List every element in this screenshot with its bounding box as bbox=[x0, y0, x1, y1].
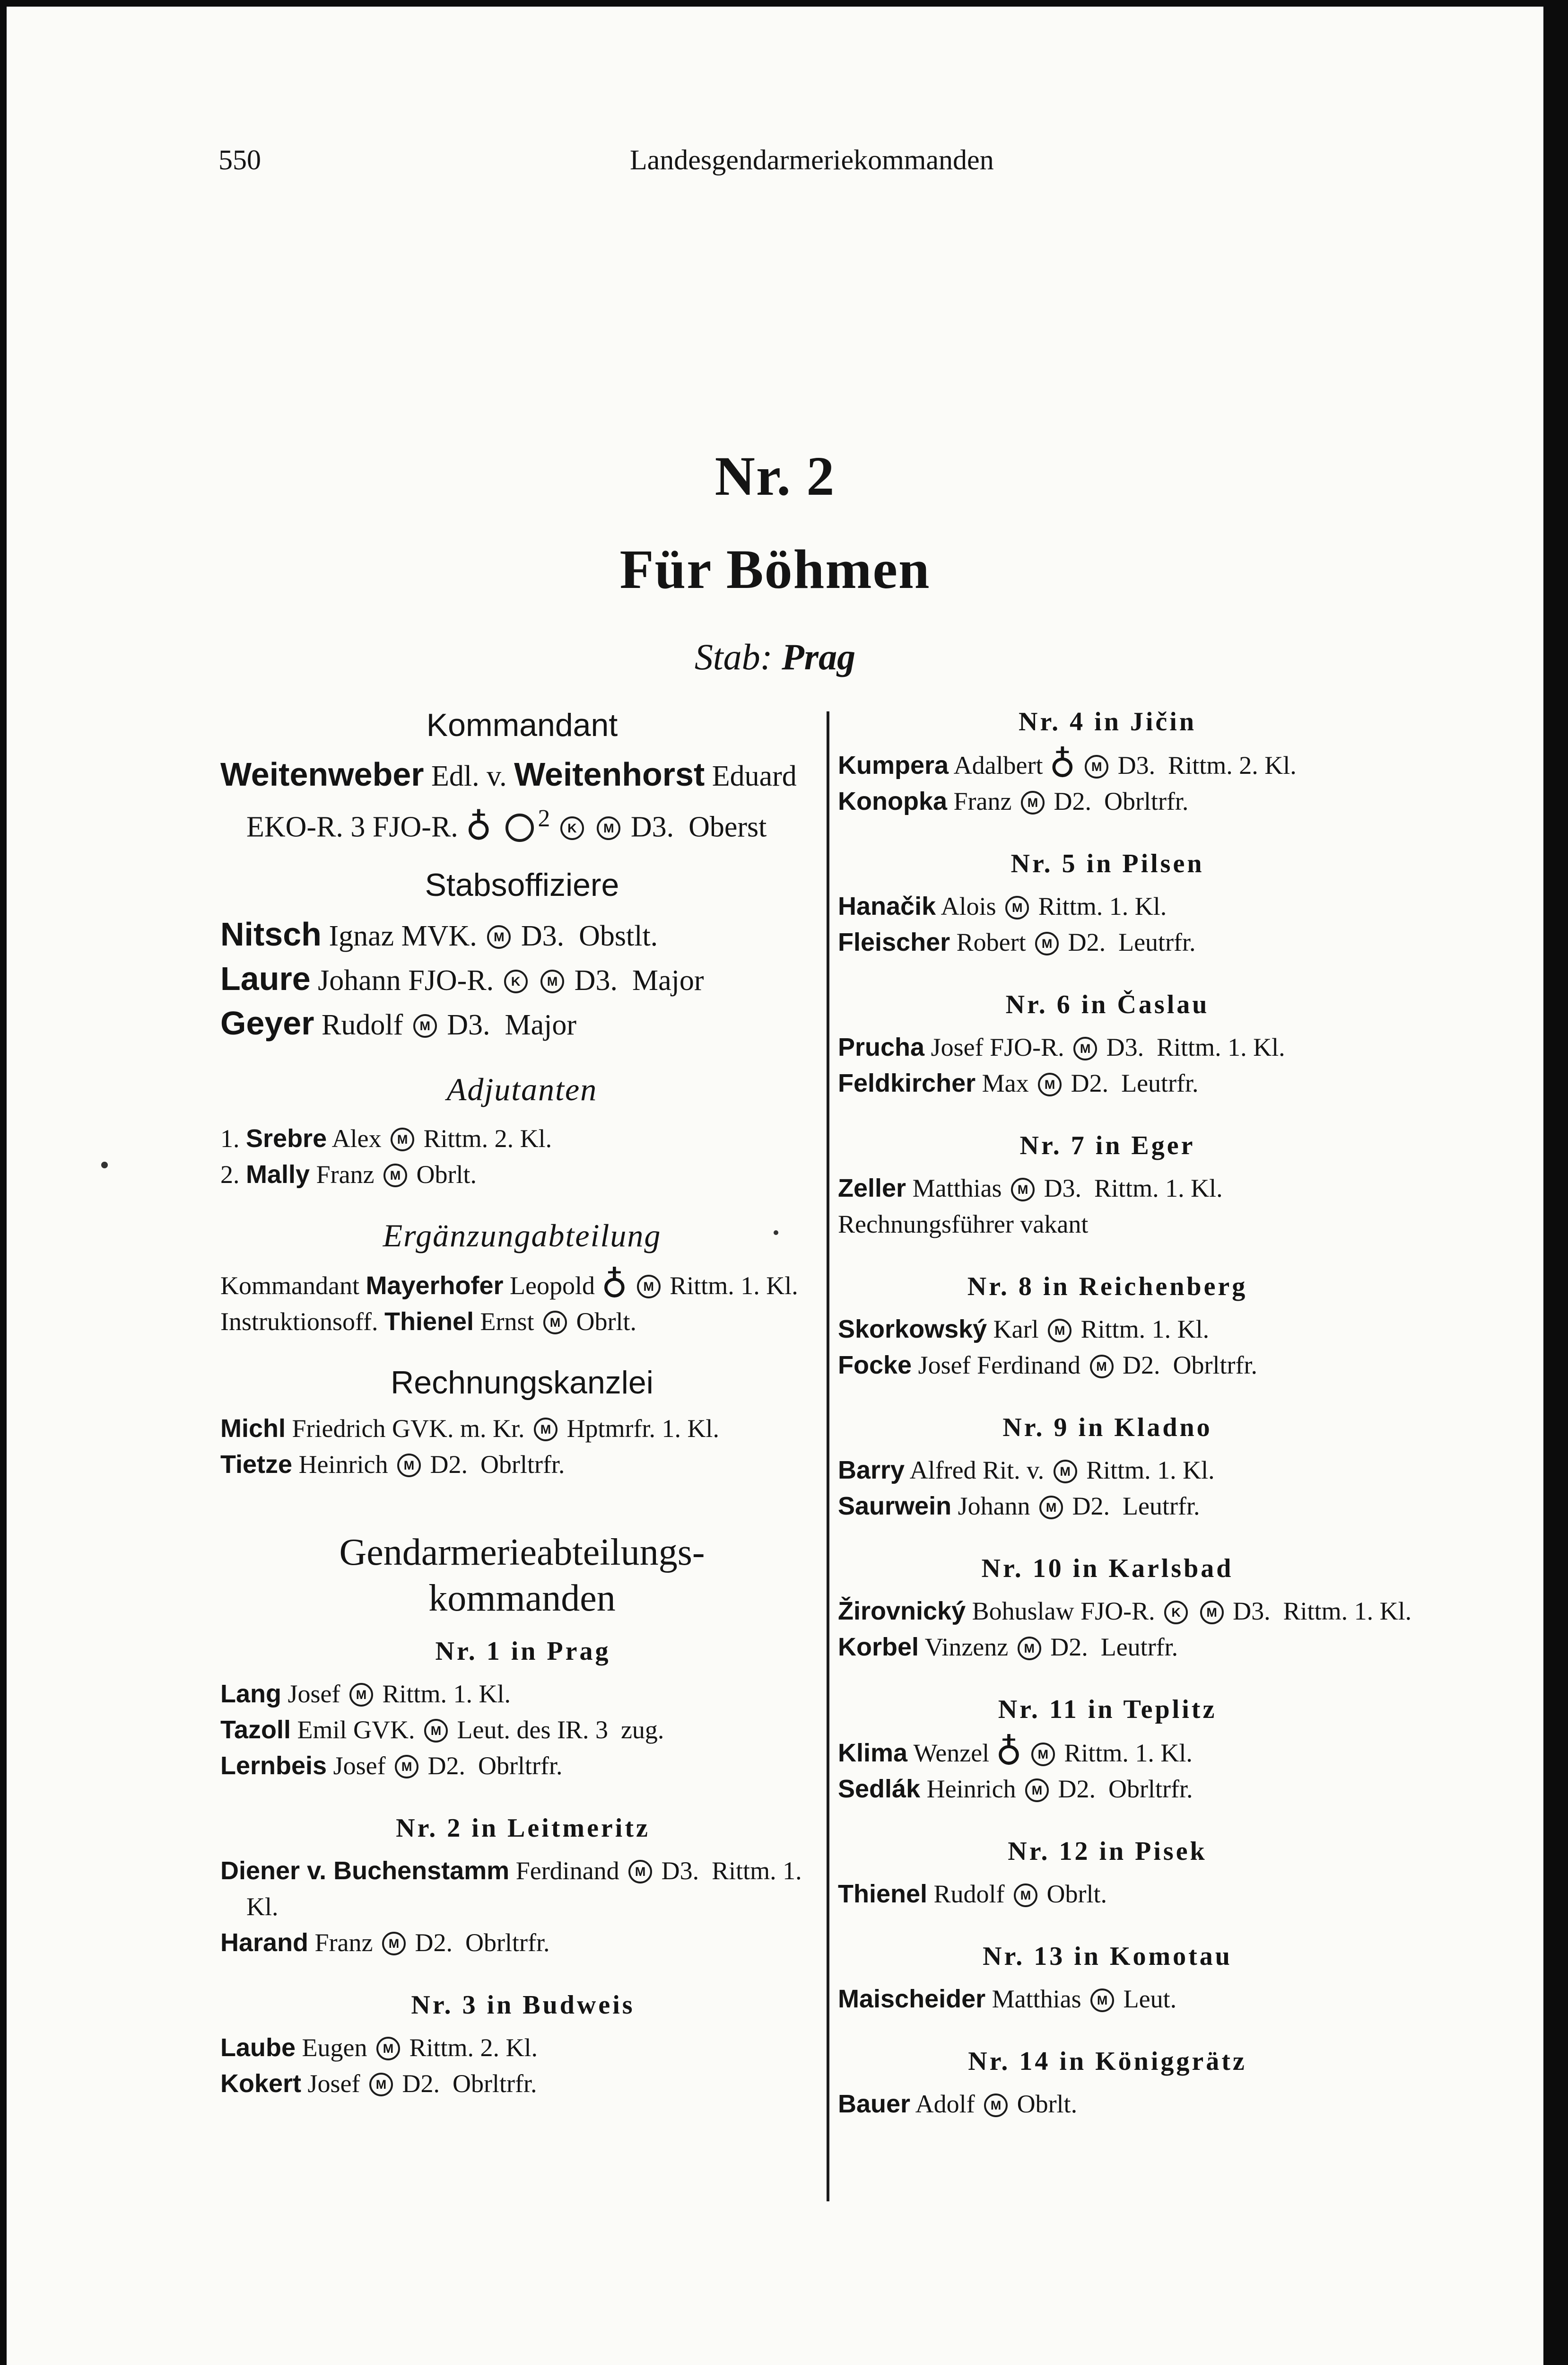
list-item bbox=[220, 1410, 826, 1446]
entry-given: Josef Ferdinand bbox=[918, 1351, 1081, 1379]
m-mark-icon: M bbox=[1021, 791, 1045, 815]
entry-rank: D3. Rittm. 1. Kl. bbox=[1233, 1597, 1412, 1625]
m-mark-icon: M bbox=[487, 925, 511, 949]
entry-name: Laure bbox=[220, 960, 311, 997]
list-item bbox=[220, 1156, 826, 1192]
entry-rank: Rittm. 1. Kl. bbox=[1086, 1456, 1215, 1484]
m-mark-icon: M bbox=[540, 970, 564, 993]
entry-name: Tazoll bbox=[220, 1715, 291, 1744]
entry-rank: Obrlt. bbox=[1017, 2090, 1078, 2118]
entry-name: Prucha bbox=[838, 1033, 925, 1061]
list-item bbox=[220, 1263, 826, 1305]
ink-speck bbox=[774, 1230, 778, 1235]
entry-name: Hanačik bbox=[838, 892, 936, 920]
entry-given: Josef bbox=[333, 1751, 386, 1780]
m-mark-icon: M bbox=[376, 2037, 400, 2060]
list-item bbox=[220, 2030, 826, 2066]
entry-name: Harand bbox=[220, 1928, 309, 1957]
ergaenzung-heading: Ergänzungabteilung bbox=[383, 1217, 662, 1253]
entry-name: Maischeider bbox=[838, 1985, 986, 2013]
m-mark-icon: M bbox=[1090, 1988, 1114, 2012]
m-mark-icon: M bbox=[1073, 1037, 1097, 1060]
list-item bbox=[220, 1748, 826, 1784]
ribbon-icon: ♁ bbox=[995, 1731, 1022, 1773]
k-mark-icon: K bbox=[504, 970, 528, 993]
entry-given: Ignaz bbox=[329, 920, 394, 952]
stab-place: Prag bbox=[782, 636, 856, 677]
entry-given: Johann bbox=[318, 964, 401, 997]
entry-given: Robert bbox=[956, 928, 1026, 956]
entry-given: Ferdinand bbox=[515, 1856, 619, 1885]
entry-rank: D2. Obrltrfr. bbox=[415, 1928, 550, 1957]
entry-name: Zeller bbox=[838, 1174, 906, 1202]
entry-orders: EKO-R. 3 FJO-R. bbox=[246, 811, 458, 843]
m-mark-icon: M bbox=[1025, 1778, 1049, 1802]
entry-number: 2. bbox=[220, 1160, 240, 1189]
entry-rank: D3. Rittm. 2. Kl. bbox=[1117, 751, 1297, 780]
entry-number: 1. bbox=[220, 1124, 240, 1153]
m-mark-icon: M bbox=[369, 2073, 393, 2096]
entry-name: Konopka bbox=[838, 787, 948, 815]
list-item bbox=[838, 888, 1453, 924]
entry-rank: Leut. des IR. 3 zug. bbox=[457, 1715, 664, 1744]
entry-given: Rudolf bbox=[321, 1008, 403, 1041]
m-mark-icon: M bbox=[1011, 1178, 1035, 1201]
entry-name: Saurwein bbox=[838, 1492, 952, 1520]
m-mark-icon: M bbox=[1035, 932, 1059, 955]
entry-name: Laube bbox=[220, 2033, 296, 2062]
kommandant-heading: Kommandant bbox=[426, 707, 618, 743]
list-item bbox=[220, 1446, 826, 1482]
entry-rank: D3. Rittm. 1. Kl. bbox=[1044, 1174, 1223, 1202]
m-mark-icon: M bbox=[1090, 1355, 1114, 1378]
entry-given: Leopold bbox=[510, 1271, 595, 1300]
entry-name: Kokert bbox=[220, 2069, 302, 2098]
station-heading: Nr. 10 in Karlsbad bbox=[981, 1554, 1234, 1583]
entry-rank: Rittm. 1. Kl. bbox=[670, 1271, 798, 1300]
entry-given: Franz bbox=[316, 1160, 375, 1189]
m-mark-icon: M bbox=[1014, 1883, 1037, 1907]
entry-rank: D2. Obrltrfr. bbox=[430, 1450, 565, 1479]
entry-particle: Edl. v. bbox=[431, 760, 507, 792]
left-column bbox=[220, 707, 826, 2102]
entry-given: Josef bbox=[307, 2069, 360, 2098]
entry-name: Weitenweber bbox=[220, 756, 424, 793]
list-item bbox=[220, 1925, 826, 1961]
entry-given: Vinzenz bbox=[924, 1633, 1009, 1661]
entry-rank: D3. Rittm. 1. Kl. bbox=[1106, 1033, 1285, 1061]
station-heading: Nr. 12 in Pisek bbox=[1008, 1837, 1207, 1866]
m-mark-icon: M bbox=[1200, 1601, 1224, 1624]
m-mark-icon: M bbox=[397, 1454, 421, 1477]
entry-rank: D2. Obrltrfr. bbox=[1054, 787, 1189, 815]
entry-given: Josef bbox=[287, 1679, 340, 1708]
m-mark-icon: M bbox=[597, 816, 620, 840]
station-heading: Nr. 14 in Königgrätz bbox=[968, 2047, 1247, 2076]
entry-rank: D3. Major bbox=[574, 964, 704, 997]
entry-name: Fleischer bbox=[838, 928, 950, 956]
list-item bbox=[220, 1853, 826, 1925]
m-mark-icon: M bbox=[395, 1755, 418, 1778]
entry-name: Srebre bbox=[246, 1124, 327, 1153]
entry-name: Thienel bbox=[384, 1307, 474, 1336]
station-heading: Nr. 9 in Kladno bbox=[1002, 1413, 1212, 1442]
list-item bbox=[838, 1629, 1453, 1665]
m-mark-icon: M bbox=[349, 1683, 373, 1707]
entry-rank: D2. Leutrfr. bbox=[1050, 1633, 1178, 1661]
entry-given: Franz bbox=[953, 787, 1012, 815]
book-page bbox=[7, 7, 1543, 2365]
entry-rank: D2. Obrltrfr. bbox=[402, 2069, 537, 2098]
entry-rank: Rittm. 2. Kl. bbox=[423, 1124, 552, 1153]
m-mark-icon: M bbox=[1031, 1743, 1055, 1766]
entry-name: Geyer bbox=[220, 1004, 314, 1042]
entry-name: Kumpera bbox=[838, 751, 949, 780]
m-mark-icon: M bbox=[1039, 1496, 1063, 1519]
entry-rank: D2. Obrltrfr. bbox=[1058, 1775, 1193, 1803]
entry-rank: Obrlt. bbox=[416, 1160, 477, 1189]
entry-name: Diener v. Buchenstamm bbox=[220, 1856, 510, 1885]
entry-name: Žirovnický bbox=[838, 1597, 966, 1625]
entry-given: Max bbox=[982, 1069, 1029, 1097]
m-mark-icon: M bbox=[1005, 896, 1029, 920]
list-item bbox=[838, 1347, 1453, 1383]
entry-orders: FJO-R. bbox=[408, 964, 494, 997]
entry-rank: Obrlt. bbox=[576, 1307, 637, 1336]
entry-given: Adalbert bbox=[953, 751, 1043, 780]
entry-given: Franz bbox=[314, 1928, 373, 1957]
entry-rank: D2. Leutrfr. bbox=[1072, 1492, 1200, 1520]
entry-given: Josef bbox=[931, 1033, 984, 1061]
ring-class: 2 bbox=[538, 805, 550, 832]
list-item bbox=[220, 1304, 826, 1340]
list-item bbox=[838, 783, 1453, 819]
entry-rank: D3. Obstlt. bbox=[521, 920, 658, 952]
ink-speck bbox=[101, 1162, 108, 1168]
entry-rank: Hptmrfr. 1. Kl. bbox=[566, 1414, 719, 1443]
ribbon-icon: ♁ bbox=[465, 806, 492, 848]
entry-given: Bohuslaw bbox=[972, 1597, 1074, 1625]
stab-label: Stab: bbox=[694, 636, 773, 677]
station-heading: Nr. 2 in Leitmeritz bbox=[396, 1813, 650, 1843]
entry-orders: GVK. bbox=[353, 1715, 415, 1744]
entry-given: Matthias bbox=[992, 1985, 1081, 2013]
rechnung-heading: Rechnungskanzlei bbox=[391, 1364, 653, 1401]
station-heading: Nr. 8 in Reichenberg bbox=[967, 1272, 1248, 1301]
station-heading: Nr. 5 in Pilsen bbox=[1010, 849, 1204, 878]
list-item bbox=[838, 1029, 1453, 1065]
m-mark-icon: M bbox=[543, 1311, 567, 1334]
list-item bbox=[838, 1170, 1453, 1206]
entry-rank: D3. Rittm. 1. Kl. bbox=[246, 1856, 809, 1921]
list-item bbox=[838, 1981, 1453, 2017]
entry-rank: Rittm. 1. Kl. bbox=[1080, 1315, 1210, 1343]
entry-given: Friedrich bbox=[292, 1414, 386, 1443]
adjutanten-heading: Adjutanten bbox=[446, 1071, 598, 1107]
list-item bbox=[838, 1488, 1453, 1524]
right-column bbox=[838, 707, 1453, 2122]
m-mark-icon: M bbox=[391, 1128, 414, 1151]
station-heading: Nr. 13 in Komotau bbox=[983, 1942, 1232, 1971]
station-heading: Nr. 11 in Teplitz bbox=[998, 1695, 1217, 1724]
list-item bbox=[838, 743, 1453, 785]
entry-name: Thienel bbox=[838, 1880, 928, 1908]
entry-orders: FJO-R. bbox=[1080, 1597, 1155, 1625]
entry-given: Eugen bbox=[302, 2033, 367, 2062]
ribbon-icon: ♁ bbox=[601, 1263, 628, 1305]
list-item bbox=[838, 924, 1453, 960]
m-mark-icon: M bbox=[984, 2093, 1008, 2117]
gendarmerie-heading: Gendarmerieabteilungs- kommanden bbox=[339, 1531, 705, 1620]
station-heading: Nr. 6 in Časlau bbox=[1005, 990, 1210, 1019]
entry-name: Klima bbox=[838, 1739, 908, 1767]
m-mark-icon: M bbox=[534, 1418, 558, 1441]
entry-name: Mayerhofer bbox=[366, 1271, 504, 1300]
entry-given: Rudolf bbox=[933, 1880, 1005, 1908]
entry-given: Alfred Rit. v. bbox=[909, 1456, 1045, 1484]
column-divider bbox=[827, 711, 829, 2201]
entry-name: Korbel bbox=[838, 1633, 919, 1661]
entry-given: Heinrich bbox=[926, 1775, 1016, 1803]
kommandant-entry bbox=[220, 753, 826, 849]
list-item bbox=[838, 1771, 1453, 1807]
entry-given: Alex bbox=[331, 1124, 382, 1153]
k-mark-icon: K bbox=[560, 816, 584, 840]
entry-name: Lang bbox=[220, 1679, 281, 1708]
m-mark-icon: M bbox=[413, 1014, 437, 1038]
entry-given: Wenzel bbox=[913, 1739, 990, 1767]
entry-rank: D3. Major bbox=[447, 1008, 577, 1041]
m-mark-icon: M bbox=[382, 1932, 406, 1955]
entry-given: Adolf bbox=[915, 2090, 975, 2118]
list-item bbox=[220, 1712, 826, 1748]
m-mark-icon: M bbox=[383, 1164, 407, 1187]
m-mark-icon: M bbox=[1018, 1637, 1041, 1660]
entry-orders: FJO-R. bbox=[990, 1033, 1064, 1061]
entry-rank: Rittm. 1. Kl. bbox=[382, 1679, 511, 1708]
m-mark-icon: M bbox=[628, 1860, 652, 1883]
entry-given: Emil bbox=[297, 1715, 347, 1744]
entry-rank: Rittm. 1. Kl. bbox=[1038, 892, 1167, 920]
station-heading: Nr. 3 in Budweis bbox=[411, 1990, 635, 2020]
running-head: Landesgendarmeriekommanden bbox=[630, 144, 994, 175]
m-mark-icon: M bbox=[1054, 1460, 1077, 1483]
entry-name: Nitsch bbox=[220, 915, 322, 953]
entry-name: Feldkircher bbox=[838, 1069, 976, 1097]
entry-rank: D2. Leutrfr. bbox=[1071, 1069, 1199, 1097]
entry-given: Ernst bbox=[480, 1307, 534, 1336]
entry-name: Mally bbox=[246, 1160, 310, 1189]
m-mark-icon: M bbox=[424, 1719, 448, 1743]
m-mark-icon: M bbox=[1048, 1319, 1071, 1342]
entry-name: Tietze bbox=[220, 1450, 293, 1479]
entry-name: Lernbeis bbox=[220, 1751, 327, 1780]
entry-rank: D2. Obrltrfr. bbox=[1123, 1351, 1257, 1379]
page-number: 550 bbox=[218, 144, 261, 175]
entry-name: Sedlák bbox=[838, 1775, 921, 1803]
entry-rank: Rittm. 2. Kl. bbox=[409, 2033, 538, 2062]
m-mark-icon: M bbox=[637, 1275, 661, 1298]
list-item bbox=[838, 1065, 1453, 1101]
m-mark-icon: M bbox=[1085, 755, 1108, 779]
list-item bbox=[838, 1311, 1453, 1347]
entry-given: Matthias bbox=[912, 1174, 1002, 1202]
entry-rank: D3. Oberst bbox=[630, 811, 767, 843]
entry-name: Michl bbox=[220, 1414, 286, 1443]
entry-role: Kommandant bbox=[220, 1271, 359, 1300]
k-mark-icon: K bbox=[1164, 1601, 1188, 1624]
list-item bbox=[838, 1731, 1453, 1773]
list-item bbox=[220, 913, 826, 957]
entry-given: Johann bbox=[958, 1492, 1030, 1520]
entry-orders: GVK. m. Kr. bbox=[392, 1414, 525, 1443]
list-item bbox=[220, 1002, 826, 1046]
ribbon-icon: ♁ bbox=[1049, 743, 1076, 785]
entry-rank: Obrlt. bbox=[1046, 1880, 1107, 1908]
list-item bbox=[838, 1452, 1453, 1488]
entry-name: Barry bbox=[838, 1456, 905, 1484]
list-item bbox=[220, 1121, 826, 1156]
list-item bbox=[220, 957, 826, 1002]
entry-name: Bauer bbox=[838, 2090, 911, 2118]
station-heading: Nr. 1 in Prag bbox=[435, 1636, 611, 1666]
entry-given: Eduard bbox=[712, 760, 797, 792]
entry-orders: MVK. bbox=[401, 920, 477, 952]
list-item bbox=[220, 1676, 826, 1712]
section-title: Für Böhmen bbox=[619, 538, 931, 600]
section-number: Nr. 2 bbox=[714, 445, 836, 507]
entry-name-2: Weitenhorst bbox=[514, 756, 705, 793]
list-item bbox=[838, 1876, 1453, 1912]
list-item: Rechnungsführer vakant bbox=[838, 1210, 1089, 1238]
entry-given: Heinrich bbox=[298, 1450, 388, 1479]
entry-role: Instruktionsoff. bbox=[220, 1307, 378, 1336]
entry-rank: D2. Leutrfr. bbox=[1068, 928, 1196, 956]
entry-given: Karl bbox=[993, 1315, 1039, 1343]
station-heading: Nr. 4 in Jičin bbox=[1019, 707, 1196, 736]
entry-rank: Rittm. 1. Kl. bbox=[1064, 1739, 1193, 1767]
m-mark-icon: M bbox=[1038, 1073, 1062, 1096]
entry-given: Alois bbox=[941, 892, 996, 920]
entry-rank: Leut. bbox=[1123, 1985, 1177, 2013]
list-item bbox=[220, 2066, 826, 2102]
list-item bbox=[838, 2086, 1453, 2122]
stab-line bbox=[7, 636, 1543, 678]
stabsoffiziere-heading: Stabsoffiziere bbox=[425, 867, 619, 903]
list-item bbox=[838, 1593, 1453, 1629]
ring-icon bbox=[505, 814, 534, 842]
entry-rank: D2. Obrltrfr. bbox=[427, 1751, 563, 1780]
entry-name: Focke bbox=[838, 1351, 912, 1379]
entry-name: Skorkowský bbox=[838, 1315, 987, 1343]
station-heading: Nr. 7 in Eger bbox=[1019, 1131, 1195, 1160]
